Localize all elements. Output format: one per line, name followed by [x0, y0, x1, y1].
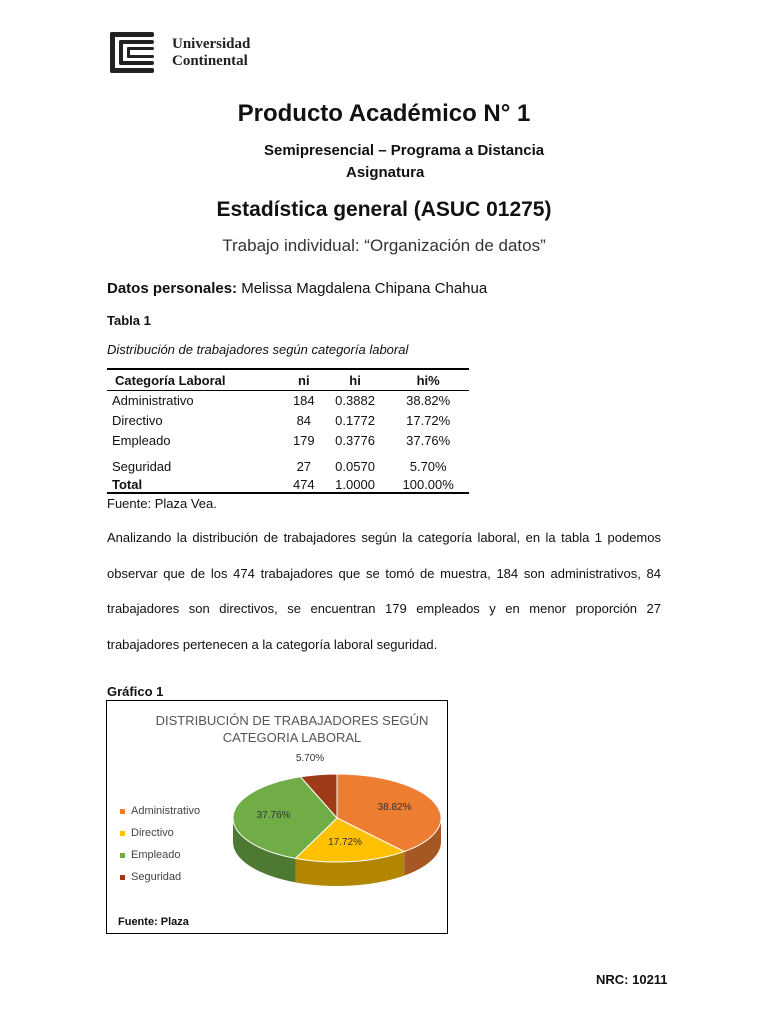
legend-label: Directivo [131, 827, 174, 839]
table-cell: 38.82% [406, 393, 451, 408]
nrc-code: NRC: 10211 [596, 972, 668, 987]
pie-data-label: 38.82% [377, 801, 412, 813]
table-cell: Administrativo [112, 393, 194, 408]
table-label: Tabla 1 [107, 313, 151, 328]
legend-label: Empleado [131, 849, 181, 861]
table-cell: 37.76% [406, 433, 451, 448]
pie-data-label: 17.72% [328, 837, 362, 849]
legend-label: Administrativo [131, 805, 201, 817]
table-cell: 17.72% [406, 413, 451, 428]
table-cell: 84 [296, 413, 312, 428]
table-cell: 5.70% [409, 459, 447, 474]
table-source: Fuente: Plaza Vea. [107, 496, 217, 511]
chart-source: Fuente: Plaza [118, 916, 189, 928]
subtitle-subject: Asignatura [346, 164, 425, 181]
chart-title-line2: CATEGORIA LABORAL [222, 730, 362, 745]
table-header-cell: ni [285, 369, 323, 391]
course-title: Estadística general (ASUC 01275) [216, 198, 552, 221]
pie-data-label: 37.76% [256, 810, 291, 822]
table-header-cell: Categoría Laboral [107, 369, 285, 391]
analysis-paragraph: Analizando la distribución de trabajadores según la categoría laboral, en la tabla 1 podemos observar que de los 474 trabajadores que se tomó de muestra, 184 son administrativos, 84 trabajadores son directivos, se encuentran 179 empleados y en menor proporción 27 trabajadores pertenecen a la categoría laboral seguridad. [107, 530, 661, 652]
work-title: Trabajo individual: “Organización de datos” [222, 236, 546, 255]
table-cell: 0.0570 [335, 459, 375, 474]
table-header-cell: hi% [387, 369, 469, 391]
university-name-line2: Continental [172, 53, 248, 69]
page-title: Producto Académico N° 1 [237, 100, 531, 127]
table-cell: 179 [292, 433, 315, 448]
table-cell: 100.00% [387, 477, 469, 493]
table-cell: Total [107, 477, 285, 493]
table-cell: 1.0000 [323, 477, 388, 493]
legend-label: Seguridad [131, 871, 182, 883]
table-caption: Distribución de trabajadores según categoría laboral [107, 342, 409, 357]
subtitle-program: Semipresencial – Programa a Distancia [264, 142, 545, 159]
table-cell: 27 [296, 459, 312, 474]
table-cell: Empleado [112, 433, 171, 448]
pie-data-label: 5.70% [295, 752, 325, 764]
table-cell: 0.1772 [335, 413, 375, 428]
table-cell: 0.3882 [335, 393, 375, 408]
chart-label: Gráfico 1 [107, 684, 164, 699]
student-name: Melissa Magdalena Chipana Chahua [241, 280, 488, 297]
table-cell: Seguridad [112, 459, 172, 474]
chart-title-line1: DISTRIBUCIÓN DE TRABAJADORES SEGÚN [155, 713, 429, 728]
table-cell: 0.3776 [335, 433, 375, 448]
table-header-cell: hi [323, 369, 388, 391]
university-name-line1: Universidad [172, 36, 251, 52]
table-cell: 474 [285, 477, 323, 493]
personal-data-label: Datos personales: [107, 280, 238, 297]
table-cell: Directivo [112, 413, 163, 428]
table-cell: 184 [292, 393, 315, 408]
